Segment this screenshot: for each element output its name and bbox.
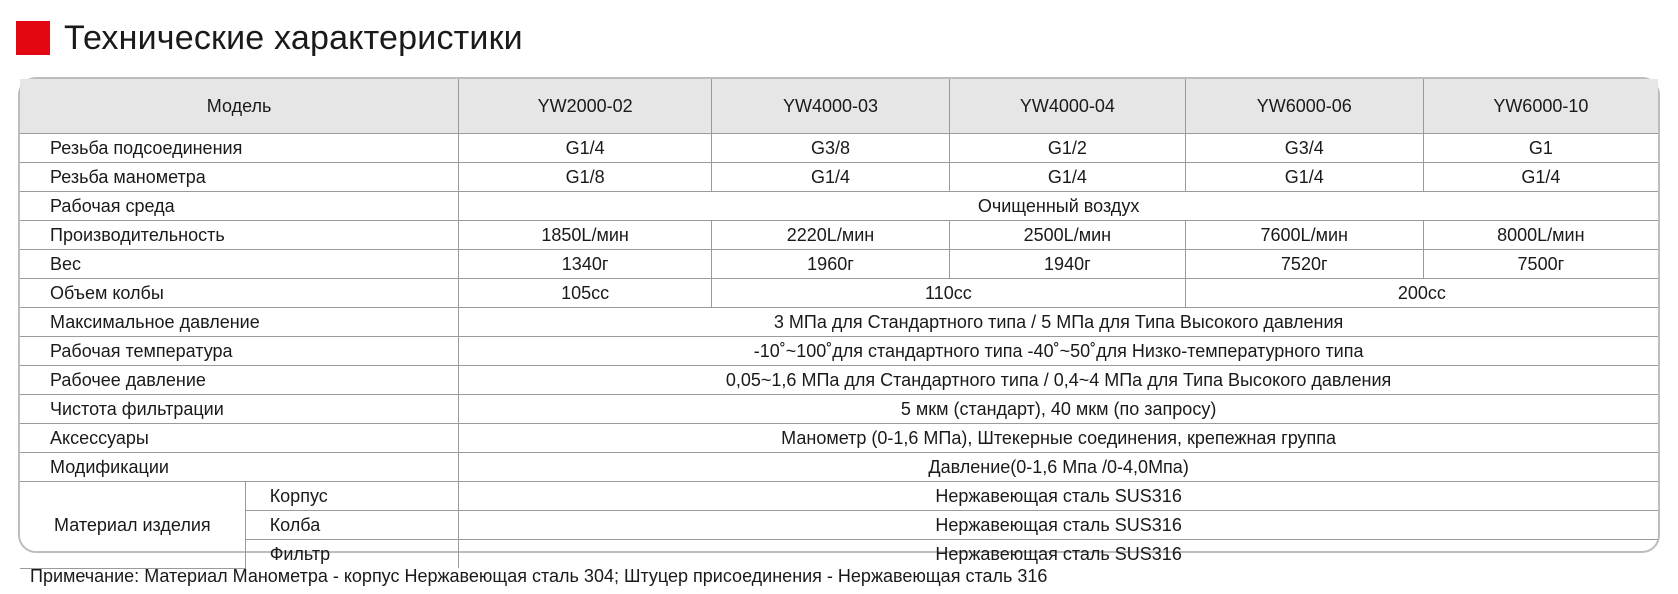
table-cell: Очищенный воздух bbox=[459, 192, 1658, 221]
table-cell: -10˚~100˚для стандартного типа -40˚~50˚для Низко-температурного типа bbox=[459, 337, 1658, 366]
model-cell: YW4000-04 bbox=[949, 79, 1185, 134]
table-row bbox=[20, 163, 1658, 192]
table-cell: 1850L/мин bbox=[459, 221, 712, 250]
table-cell: 200cc bbox=[1185, 279, 1658, 308]
specs-table-frame bbox=[18, 77, 1660, 564]
model-cell: YW4000-03 bbox=[712, 79, 950, 134]
sub-label: Колба bbox=[245, 511, 459, 540]
row-label: Производительность bbox=[20, 221, 459, 250]
footnote: Примечание: Материал Манометра - корпус Нержавеющая сталь 304; Штуцер присоединения - Нержавеющая сталь 316 bbox=[30, 566, 1048, 586]
table-row bbox=[20, 308, 1658, 337]
red-square-marker bbox=[16, 21, 50, 55]
table-cell: 3 МПа для Стандартного типа / 5 МПа для Типа Высокого давления bbox=[459, 308, 1658, 337]
row-label: Чистота фильтрации bbox=[20, 395, 459, 424]
table-cell: 105cc bbox=[459, 279, 712, 308]
table-cell: G3/8 bbox=[712, 134, 950, 163]
table-row bbox=[20, 250, 1658, 279]
table-row bbox=[20, 134, 1658, 163]
row-label: Резьба подсоединения bbox=[20, 134, 459, 163]
table-row bbox=[20, 192, 1658, 221]
model-cell: YW2000-02 bbox=[459, 79, 712, 134]
table-cell: Нержавеющая сталь SUS316 bbox=[459, 511, 1658, 540]
table-row bbox=[20, 540, 1658, 569]
table-cell: G3/4 bbox=[1185, 134, 1423, 163]
row-label: Рабочая температура bbox=[20, 337, 459, 366]
row-label: Аксессуары bbox=[20, 424, 459, 453]
table-cell: 7600L/мин bbox=[1185, 221, 1423, 250]
table-cell: G1 bbox=[1423, 134, 1658, 163]
table-row bbox=[20, 366, 1658, 395]
table-cell: Нержавеющая сталь SUS316 bbox=[459, 540, 1658, 569]
row-label: Рабочее давление bbox=[20, 366, 459, 395]
table-cell: 7520г bbox=[1185, 250, 1423, 279]
table-cell: G1/4 bbox=[1423, 163, 1658, 192]
table-row bbox=[20, 279, 1658, 308]
table-row bbox=[20, 395, 1658, 424]
table-cell: 1940г bbox=[949, 250, 1185, 279]
table-header-row bbox=[20, 79, 1658, 134]
table-cell: G1/4 bbox=[459, 134, 712, 163]
table-cell: 1960г bbox=[712, 250, 950, 279]
table-cell: 0,05~1,6 МПа для Стандартного типа / 0,4~4 МПа для Типа Высокого давления bbox=[459, 366, 1658, 395]
table-row bbox=[20, 424, 1658, 453]
sub-label: Фильтр bbox=[245, 540, 459, 569]
row-label: Модификации bbox=[20, 453, 459, 482]
table-cell: G1/4 bbox=[712, 163, 950, 192]
table-cell: G1/8 bbox=[459, 163, 712, 192]
section-header bbox=[16, 18, 523, 58]
row-label: Максимальное давление bbox=[20, 308, 459, 337]
model-cell: YW6000-10 bbox=[1423, 79, 1658, 134]
table-row bbox=[20, 221, 1658, 250]
row-label: Материал изделия bbox=[20, 482, 245, 569]
table-row bbox=[20, 482, 1658, 511]
table-row bbox=[20, 337, 1658, 366]
table-cell: Нержавеющая сталь SUS316 bbox=[459, 482, 1658, 511]
row-label: Рабочая среда bbox=[20, 192, 459, 221]
model-cell: YW6000-06 bbox=[1185, 79, 1423, 134]
page-title: Технические характеристики bbox=[64, 18, 523, 57]
specs-table bbox=[20, 79, 1658, 569]
table-cell: 110cc bbox=[712, 279, 1186, 308]
row-label: Объем колбы bbox=[20, 279, 459, 308]
table-cell: 2500L/мин bbox=[949, 221, 1185, 250]
table-row bbox=[20, 511, 1658, 540]
table-cell: 2220L/мин bbox=[712, 221, 950, 250]
table-cell: Манометр (0-1,6 МПа), Штекерные соединения, крепежная группа bbox=[459, 424, 1658, 453]
table-cell: 8000L/мин bbox=[1423, 221, 1658, 250]
table-cell: G1/4 bbox=[949, 163, 1185, 192]
table-row bbox=[20, 453, 1658, 482]
table-cell: 1340г bbox=[459, 250, 712, 279]
row-label: Резьба манометра bbox=[20, 163, 459, 192]
sub-label: Корпус bbox=[245, 482, 459, 511]
row-label: Вес bbox=[20, 250, 459, 279]
table-cell: G1/4 bbox=[1185, 163, 1423, 192]
table-cell: 7500г bbox=[1423, 250, 1658, 279]
table-cell: 5 мкм (стандарт), 40 мкм (по запросу) bbox=[459, 395, 1658, 424]
model-header: Модель bbox=[20, 79, 459, 134]
table-cell: Давление(0-1,6 Мпа /0-4,0Мпа) bbox=[459, 453, 1658, 482]
table-cell: G1/2 bbox=[949, 134, 1185, 163]
